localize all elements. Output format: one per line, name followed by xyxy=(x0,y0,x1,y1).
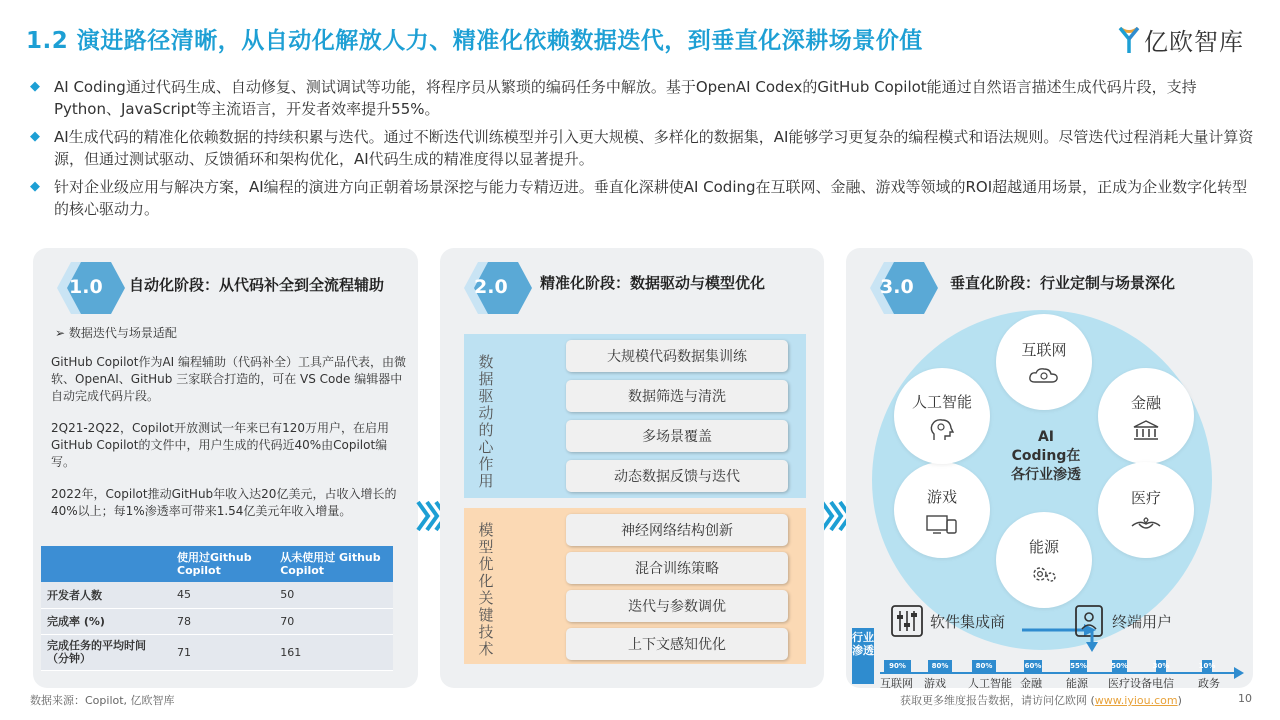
penetration-category: 游戏 xyxy=(924,677,946,690)
table-row xyxy=(41,608,393,634)
table-cell: 71 xyxy=(171,634,274,670)
table-cell: 70 xyxy=(274,608,393,634)
penetration-bar: 10% xyxy=(1198,662,1216,670)
model-optimization-block xyxy=(464,508,806,664)
model-optimization-label: 模型优化关键技术 xyxy=(478,521,494,658)
industry-label: 能源 xyxy=(1028,537,1059,556)
bank-icon xyxy=(1131,419,1161,441)
industry-label: 游戏 xyxy=(926,487,957,506)
gears-icon xyxy=(1029,563,1059,585)
table-row xyxy=(41,582,393,608)
bullet-item xyxy=(30,176,1255,220)
chain-label: 终端用户 xyxy=(1112,612,1173,631)
data-driven-item: 多场景覆盖 xyxy=(566,420,788,452)
bullet-text: AI生成代码的精准化依赖数据的持续积累与迭代。通过不断迭代训练模型并引入更大规模、多样化的数据集，AI能够学习更复杂的编程模式和语法规则。尽管迭代过程消耗大量计算资源，但通过测试驱动、反馈循环和架构优化，AI代码生成的精准度得以显著提升。 xyxy=(54,128,1254,168)
penetration-category: 金融 xyxy=(1020,677,1042,690)
model-optimization-item: 迭代与参数调优 xyxy=(566,590,788,622)
data-driven-item: 动态数据反馈与迭代 xyxy=(566,460,788,492)
diamond-icon: ◆ xyxy=(30,179,40,194)
model-optimization-item: 上下文感知优化 xyxy=(566,628,788,660)
website-link[interactable]: www.iyiou.com xyxy=(1094,694,1178,707)
table-header-cell xyxy=(41,546,171,582)
penetration-bar: 50% xyxy=(1111,662,1128,670)
penetration-category: 人工智能 xyxy=(968,677,1012,690)
data-driven-block xyxy=(464,334,806,498)
penetration-category: 政务 xyxy=(1198,677,1220,690)
table-cell: 45 xyxy=(171,582,274,608)
table-cell: 完成任务的平均时间（分钟） xyxy=(41,634,171,670)
industry-label: 人工智能 xyxy=(911,392,972,411)
data-driven-label: 数据驱动的心作用 xyxy=(478,353,494,490)
diamond-icon: ◆ xyxy=(30,129,40,144)
center-line: Coding在 xyxy=(1011,448,1081,464)
arrow-down-icon xyxy=(1085,630,1099,652)
model-optimization-item: 混合训练策略 xyxy=(566,552,788,584)
model-optimization-item: 神经网络结构创新 xyxy=(566,514,788,546)
phase1-para: GitHub Copilot作为AI 编程辅助（代码补全）工具产品代表，由微软、OpenAI、GitHub 三家联合打造的，可在 VS Code 编辑器中自动完成代码片段。 xyxy=(51,355,407,403)
devices-icon xyxy=(925,513,959,535)
data-driven-item: 大规模代码数据集训练 xyxy=(566,340,788,372)
penetration-category: 电信 xyxy=(1152,677,1174,690)
table-cell: 开发者人数 xyxy=(41,582,171,608)
table-header-row xyxy=(41,546,393,582)
footer-note xyxy=(900,692,1182,708)
page-title: 1.2 演进路径清晰，从自动化解放人力、精准化依赖数据迭代，到垂直化深耕场景价值 xyxy=(26,28,923,54)
penetration-category: 互联网 xyxy=(880,677,913,690)
phase2-title: 精准化阶段：数据驱动与模型优化 xyxy=(540,274,766,292)
penetration-bar: 55% xyxy=(1070,662,1087,670)
phase2-panel xyxy=(440,248,824,688)
sliders-icon xyxy=(890,604,924,638)
table-cell: 161 xyxy=(274,634,393,670)
software-integrator xyxy=(890,604,1005,638)
phase1-panel xyxy=(33,248,418,688)
phase1-title: 自动化阶段：从代码补全到全流程辅助 xyxy=(129,276,385,294)
phase3-number: 3.0 xyxy=(880,276,914,298)
bullet-list xyxy=(30,76,1255,226)
footer-text: ) xyxy=(1177,694,1182,707)
footer-text: 获取更多维度报告数据，请访问亿欧网 ( xyxy=(900,694,1095,707)
page-number: 10 xyxy=(1238,692,1252,705)
chain-label: 软件集成商 xyxy=(930,612,1006,631)
bullet-text: 针对企业级应用与解决方案，AI编程的演进方向正朝着场景深挖与能力专精迈进。垂直化深耕使AI Coding在互联网、金融、游戏等领域的ROI超越通用场景，正成为企业数字化转型的核心驱动力。 xyxy=(54,178,1248,218)
industry-node-energy xyxy=(996,512,1092,608)
table-cell: 78 xyxy=(171,608,274,634)
care-hands-icon xyxy=(1129,514,1163,534)
logo xyxy=(1118,22,1244,57)
copilot-stats-table xyxy=(41,546,393,671)
penetration-bar: 80% xyxy=(928,660,952,672)
penetration-bar: 90% xyxy=(884,660,911,672)
phase1-para: 2022年，Copilot推动GitHub年收入达20亿美元，占收入增长的40%以上；每1%渗透率可带来1.54亿美元年收入增量。 xyxy=(51,487,397,518)
brain-head-icon xyxy=(928,418,956,442)
penetration-bar: 30% xyxy=(1152,662,1170,670)
logo-text: 亿欧智库 xyxy=(1144,28,1244,56)
center-line: AI xyxy=(1037,429,1055,445)
table-cell: 完成率 (%) xyxy=(41,608,171,634)
cloud-icon xyxy=(1027,366,1061,386)
penetration-category: 能源 xyxy=(1066,677,1088,690)
phase1-para: 2Q21-2Q22，Copilot开放测试一年来已有120万用户，在启用GitHub Copilot的文件中，用户生成的代码近40%由Copilot编写。 xyxy=(51,421,389,469)
logo-mark-icon xyxy=(1118,25,1140,55)
table-header-cell: 使用过Github Copilot xyxy=(171,546,274,582)
data-source: 数据来源：Copilot, 亿欧智库 xyxy=(30,694,175,707)
center-line: 各行业渗透 xyxy=(1011,467,1081,483)
axis-arrowhead xyxy=(1234,667,1244,679)
industry-center-text xyxy=(976,428,1116,485)
industry-node-internet xyxy=(996,314,1092,410)
penetration-bar: 60% xyxy=(1024,662,1042,670)
penetration-axis-label: 行业渗透 xyxy=(852,628,874,684)
industry-label: 金融 xyxy=(1130,393,1161,412)
data-driven-item: 数据筛选与清洗 xyxy=(566,380,788,412)
bullet-item xyxy=(30,126,1255,170)
phase3-panel xyxy=(846,248,1253,688)
penetration-category: 医疗设备 xyxy=(1108,677,1152,690)
bullet-item xyxy=(30,76,1255,120)
phase1-subhead: ➢ 数据迭代与场景适配 xyxy=(55,326,177,340)
industry-label: 互联网 xyxy=(1021,340,1067,359)
table-cell: 50 xyxy=(274,582,393,608)
phase2-number: 2.0 xyxy=(474,276,508,298)
phase3-title: 垂直化阶段：行业定制与场景深化 xyxy=(950,274,1176,292)
industry-label: 医疗 xyxy=(1130,488,1161,507)
diamond-icon: ◆ xyxy=(30,79,40,94)
penetration-axis xyxy=(880,672,1238,674)
table-row xyxy=(41,634,393,670)
bullet-text: AI Coding通过代码生成、自动修复、测试调试等功能，将程序员从繁琐的编码任务中解放。基于OpenAI Codex的GitHub Copilot能通过自然语言描述生成代码片段，支持Python、JavaScript等主流语言，开发者效率提升55%。 xyxy=(54,78,1197,118)
phase1-number: 1.0 xyxy=(69,276,103,298)
penetration-bar: 80% xyxy=(972,660,996,672)
table-header-cell: 从未使用过 Github Copilot xyxy=(274,546,393,582)
